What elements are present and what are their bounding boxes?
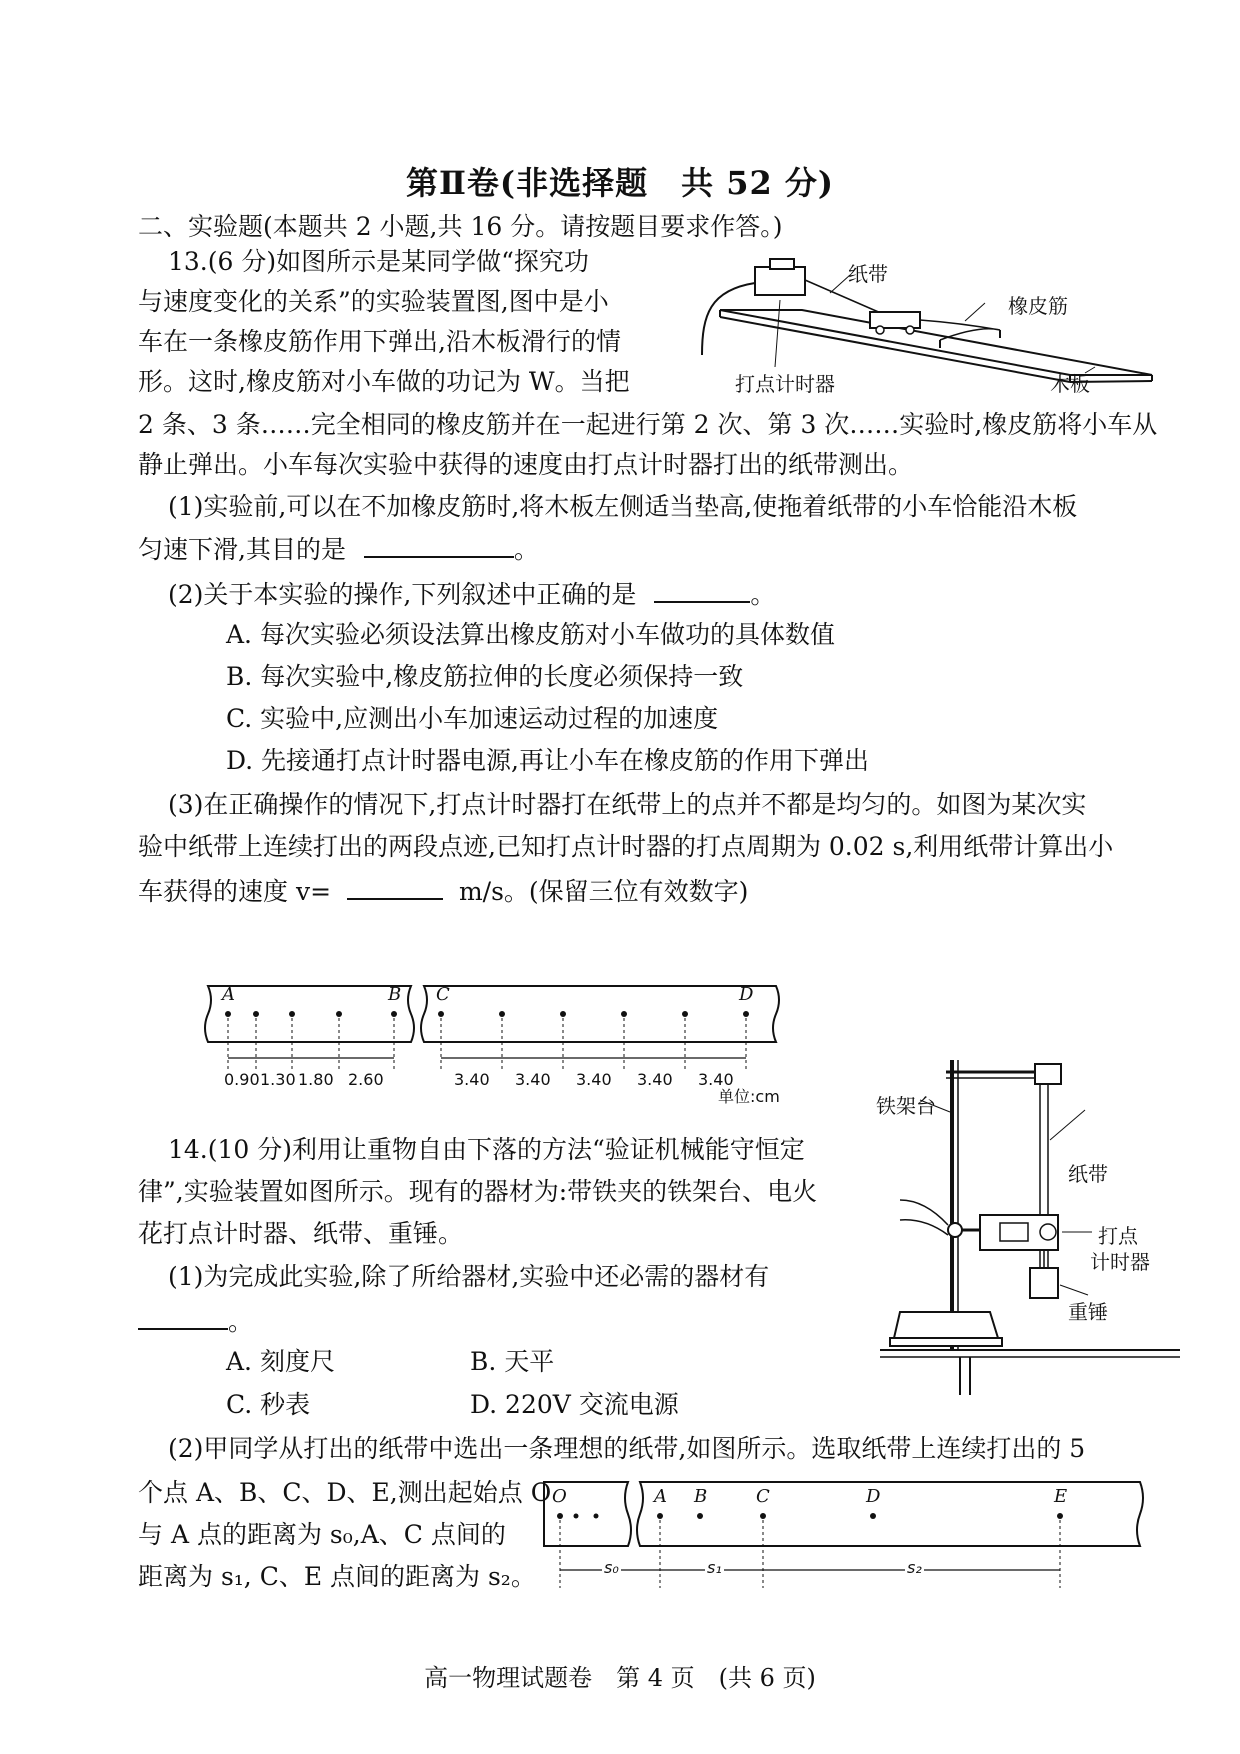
q14-point-d: D: [866, 1486, 881, 1507]
q14-part1-line: (1)为完成此实验,除了所给器材,实验中还必需的器材有: [168, 1262, 770, 1291]
q13-part1-line-a: (1)实验前,可以在不加橡皮筋时,将木板左侧适当垫高,使拖着纸带的小车恰能沿木板: [168, 492, 1078, 521]
q14-line-2: 律”,实验装置如图所示。现有的器材为:带铁夹的铁架台、电火: [138, 1177, 818, 1206]
q14-point-c: C: [756, 1486, 770, 1507]
q13-line-4: 形。这时,橡皮筋对小车做的功记为 W。当把: [138, 367, 630, 396]
q14-point-a: A: [654, 1486, 667, 1507]
q13-label-tape: 纸带: [848, 262, 888, 286]
q13-left-dots: [225, 1011, 397, 1017]
q13-unit-label: 单位:cm: [718, 1087, 780, 1106]
q13-part2-answer-blank[interactable]: [654, 577, 750, 603]
q13-point-d: D: [739, 984, 754, 1005]
q14-dist-s0: s₀: [604, 1558, 619, 1577]
q13-part2-text: (2)关于本实验的操作,下列叙述中正确的是: [168, 580, 637, 609]
q13-dist-6: 3.40: [515, 1070, 551, 1089]
q14-option-a: A. 刻度尺: [226, 1347, 335, 1376]
q14-option-c: C. 秒表: [226, 1390, 311, 1419]
q14-option-b: B. 天平: [470, 1347, 555, 1376]
q13-dist-4: 2.60: [348, 1070, 384, 1089]
q13-dist-5: 3.40: [454, 1070, 490, 1089]
q13-part1-text: 匀速下滑,其目的是: [138, 535, 346, 564]
q13-point-c: C: [436, 984, 450, 1005]
q13-line-2: 与速度变化的关系”的实验装置图,图中是小: [138, 287, 609, 316]
q13-part2-line: (2)关于本实验的操作,下列叙述中正确的是 。: [168, 577, 775, 610]
q13-label-board: 木板: [1050, 372, 1090, 396]
q14-option-d: D. 220V 交流电源: [470, 1390, 679, 1419]
q14-point-e: E: [1054, 1486, 1068, 1507]
page-footer: 高一物理试题卷 第 4 页 (共 6 页): [424, 1664, 816, 1692]
q14-dist-s2: s₂: [907, 1558, 922, 1577]
q14-part2-line-c: 与 A 点的距离为 s₀,A、C 点间的: [138, 1520, 506, 1549]
q14-tape-figure: [540, 1478, 1150, 1593]
q13-option-b: B. 每次实验中,橡皮筋拉伸的长度必须保持一致: [226, 662, 744, 691]
q13-part3-line-c: [138, 874, 748, 907]
q13-apparatus-figure: [700, 255, 1160, 430]
q13-option-a: A. 每次实验必须设法算出橡皮筋对小车做功的具体数值: [226, 620, 835, 649]
q13-dist-3: 1.80: [298, 1070, 334, 1089]
q13-apparatus-drawing: [700, 255, 1160, 430]
q13-label-rubber: 橡皮筋: [1008, 294, 1068, 318]
q13-part1-answer-blank[interactable]: [364, 532, 514, 558]
q13-part3-line-b: 验中纸带上连续打出的两段点迹,已知打点计时器的打点周期为 0.02 s,利用纸带计算出小: [138, 832, 1114, 861]
q14-line-3: 花打点计时器、纸带、重锤。: [138, 1219, 464, 1248]
q13-option-d: D. 先接通打点计时器电源,再让小车在橡皮筋的作用下弹出: [226, 746, 869, 775]
q14-label-timer-2: 计时器: [1090, 1250, 1150, 1274]
q14-label-timer-1: 打点: [1098, 1224, 1138, 1248]
q14-tape-dots: [557, 1513, 1063, 1519]
q13-part3-line-a: (3)在正确操作的情况下,打点计时器打在纸带上的点并不都是均匀的。如图为某次实: [168, 790, 1087, 819]
q14-label-stand: 铁架台: [876, 1094, 936, 1118]
q13-part3-text: 车获得的速度 v=: [138, 877, 332, 906]
q14-part1-answer-line: 。: [138, 1304, 253, 1337]
q13-tape-figure: [196, 978, 796, 1106]
q13-right-dots: [438, 1011, 749, 1017]
q13-part3-answer-blank[interactable]: [347, 874, 443, 900]
q13-dist-1: 0.90: [224, 1070, 260, 1089]
q13-line-5: 2 条、3 条……完全相同的橡皮筋并在一起进行第 2 次、第 3 次……实验时,橡皮筋将小车从: [138, 410, 1158, 439]
q13-point-b: B: [388, 984, 402, 1005]
q14-part2-line-b: 个点 A、B、C、D、E,测出起始点 O: [138, 1478, 552, 1507]
q14-part2-line-a: (2)甲同学从打出的纸带中选出一条理想的纸带,如图所示。选取纸带上连续打出的 5: [168, 1434, 1086, 1463]
q14-label-weight: 重锤: [1068, 1300, 1108, 1324]
q13-dist-7: 3.40: [576, 1070, 612, 1089]
part2-heading: 二、实验题(本题共 2 小题,共 16 分。请按题目要求作答。): [138, 212, 783, 241]
q13-dist-8: 3.40: [637, 1070, 673, 1089]
q13-dist-9: 3.40: [698, 1070, 734, 1089]
q14-dist-s1: s₁: [707, 1558, 722, 1577]
q13-option-c: C. 实验中,应测出小车加速运动过程的加速度: [226, 704, 719, 733]
q13-line-1: 13.(6 分)如图所示是某同学做“探究功: [168, 247, 589, 276]
q14-part1-answer-blank[interactable]: [138, 1304, 228, 1330]
q13-line-6: 静止弹出。小车每次实验中获得的速度由打点计时器打出的纸带测出。: [138, 450, 914, 479]
q13-label-timer: 打点计时器: [735, 372, 835, 396]
q14-point-o: O: [552, 1486, 567, 1507]
q13-line-3: 车在一条橡皮筋作用下弹出,沿木板滑行的情: [138, 327, 621, 356]
q14-line-1: 14.(10 分)利用让重物自由下落的方法“验证机械能守恒定: [168, 1135, 805, 1164]
q14-label-tape: 纸带: [1068, 1162, 1108, 1186]
section-title: 第Ⅱ卷(非选择题 共 52 分): [405, 164, 835, 202]
q13-dist-2: 1.30: [260, 1070, 296, 1089]
q14-part2-line-d: 距离为 s₁, C、E 点间的距离为 s₂。: [138, 1562, 536, 1591]
q13-part1-line-b: 匀速下滑,其目的是 。: [138, 532, 539, 565]
q13-point-a: A: [222, 984, 235, 1005]
q14-point-b: B: [694, 1486, 708, 1507]
q13-part3-unit: m/s。(保留三位有效数字): [458, 877, 749, 906]
